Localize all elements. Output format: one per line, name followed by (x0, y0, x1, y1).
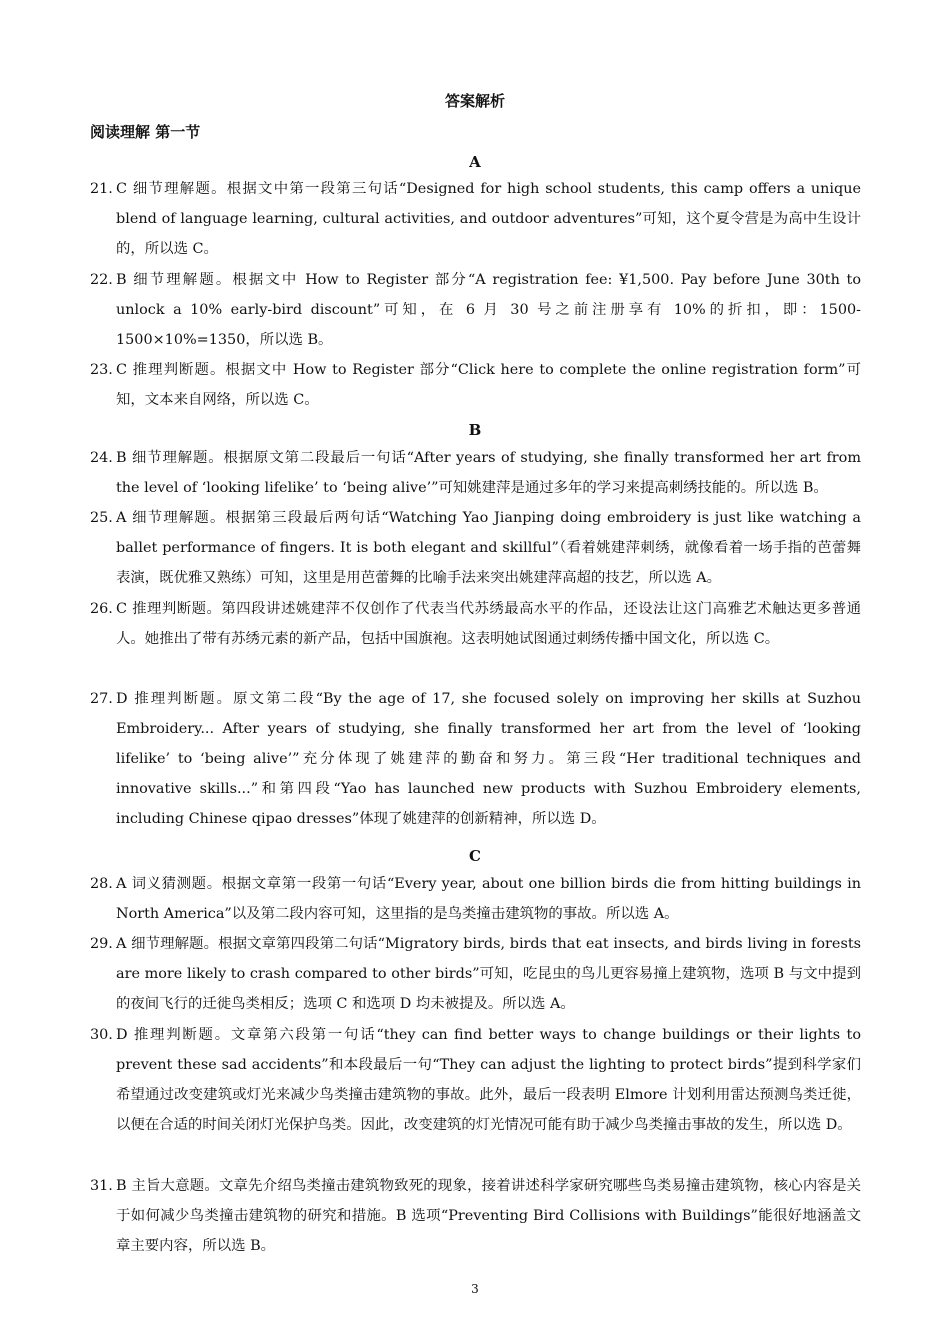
answer-text: D 推理判断题。原文第二段“By the age of 17, she focused solely on improving her skills at Suzhou Embroidery... After years of studying, she finally transformed her art from the level of ‘looking lifelike’ to ‘being alive’”充分体现了姚建萍的勤奋和努力。第三段“Her traditional techniques and innovative skills...”和第四段“Yao has launched new products with Suzhou Embroidery elements, including Chinese qipao dresses”体现了姚建萍的创新精神，所以选 D。 (116, 691, 861, 827)
answer-item (90, 1171, 861, 1261)
answer-item (90, 503, 861, 593)
question-number: 21. (90, 181, 113, 197)
answer-text: A 细节理解题。根据文章第四段第二句话“Migratory birds, birds that eat insects, and birds living in forests are more likely to crash compared to other birds”可知，吃昆虫的鸟儿更容易撞上建筑物，选项 B 与文中提到的夜间飞行的迁徙鸟类相反；选项 C 和选项 D 均未被提及。所以选 A。 (116, 936, 861, 1012)
question-number: 24. (90, 450, 113, 466)
question-number: 22. (90, 272, 113, 288)
answer-text: B 细节理解题。根据原文第二段最后一句话“After years of studying, she finally transformed her art from the level of ‘looking lifelike’ to ‘being alive’”可知姚建萍是通过多年的学习来提高刺绣技能的。所以选 B。 (116, 450, 861, 496)
question-number: 28. (90, 876, 113, 892)
answer-item (90, 265, 861, 355)
section-heading: 阅读理解 第一节 (90, 123, 201, 141)
question-number: 30. (90, 1027, 113, 1043)
answer-text: D 推理判断题。文章第六段第一句话“they can find better ways to change buildings or their lights to prevent these sad accidents”和本段最后一句“They can adjust the lighting to protect birds”提到科学家们希望通过改变建筑或灯光来减少鸟类撞击建筑物的事故。此外，最后一段表明 Elmore 计划利用雷达预测鸟类迁徙，以便在合适的时间关闭灯光保护鸟类。因此，改变建筑的灯光情况可能有助于减少鸟类撞击事故的发生，所以选 D。 (116, 1027, 861, 1133)
question-number: 27. (90, 691, 113, 707)
answer-item (90, 443, 861, 503)
answer-item (90, 684, 861, 834)
answer-text: A 细节理解题。根据第三段最后两句话“Watching Yao Jianping doing embroidery is just like watching a ballet performance of fingers. It is both elegant and skillful”（看着姚建萍刺绣，就像看着一场手指的芭蕾舞表演，既优雅又熟练）可知，这里是用芭蕾舞的比喻手法来突出姚建萍高超的技艺，所以选 A。 (116, 510, 861, 586)
question-number: 29. (90, 936, 113, 952)
answer-item (90, 929, 861, 1019)
question-number: 23. (90, 362, 113, 378)
page-title: 答案解析 (444, 92, 505, 110)
answer-item (90, 1020, 861, 1140)
question-number: 25. (90, 510, 113, 526)
answer-text: C 推理判断题。第四段讲述姚建萍不仅创作了代表当代苏绣最高水平的作品，还设法让这门高雅艺术触达更多普通人。她推出了带有苏绣元素的新产品，包括中国旗袍。这表明她试图通过刺绣传播中国文化，所以选 C。 (116, 601, 861, 647)
answer-item (90, 355, 861, 415)
passage-c-heading: C (469, 847, 481, 865)
passage-b-heading: B (468, 421, 482, 439)
answer-text: A 词义猜测题。根据文章第一段第一句话“Every year, about one billion birds die from hitting buildings in North America”以及第二段内容可知，这里指的是鸟类撞击建筑物的事故。所以选 A。 (116, 876, 861, 922)
answer-text: C 细节理解题。根据文中第一段第三句话“Designed for high school students, this camp offers a unique blend of language learning, cultural activities, and outdoor adventures”可知，这个夏令营是为高中生设计的，所以选 C。 (116, 181, 861, 257)
page-number: 3 (471, 1282, 479, 1296)
answer-item (90, 594, 861, 654)
answer-text: B 细节理解题。根据文中 How to Register 部分“A registration fee: ¥1,500. Pay before June 30th to unlock a 10% early-bird discount”可知，在 6 月 30 号之前注册享有 10%的折扣，即：1500-1500×10%=1350，所以选 B。 (116, 272, 861, 348)
answer-text: C 推理判断题。根据文中 How to Register 部分“Click here to complete the online registration form”可知，文本来自网络，所以选 C。 (116, 362, 861, 408)
question-number: 26. (90, 601, 113, 617)
passage-a-heading: A (469, 153, 481, 171)
answer-item (90, 869, 861, 929)
answer-text: B 主旨大意题。文章先介绍鸟类撞击建筑物致死的现象，接着讲述科学家研究哪些鸟类易撞击建筑物，核心内容是关于如何减少鸟类撞击建筑物的研究和措施。B 选项“Preventing Bird Collisions with Buildings”能很好地涵盖文章主要内容，所以选 B。 (116, 1178, 861, 1254)
answer-item (90, 174, 861, 264)
question-number: 31. (90, 1178, 113, 1194)
